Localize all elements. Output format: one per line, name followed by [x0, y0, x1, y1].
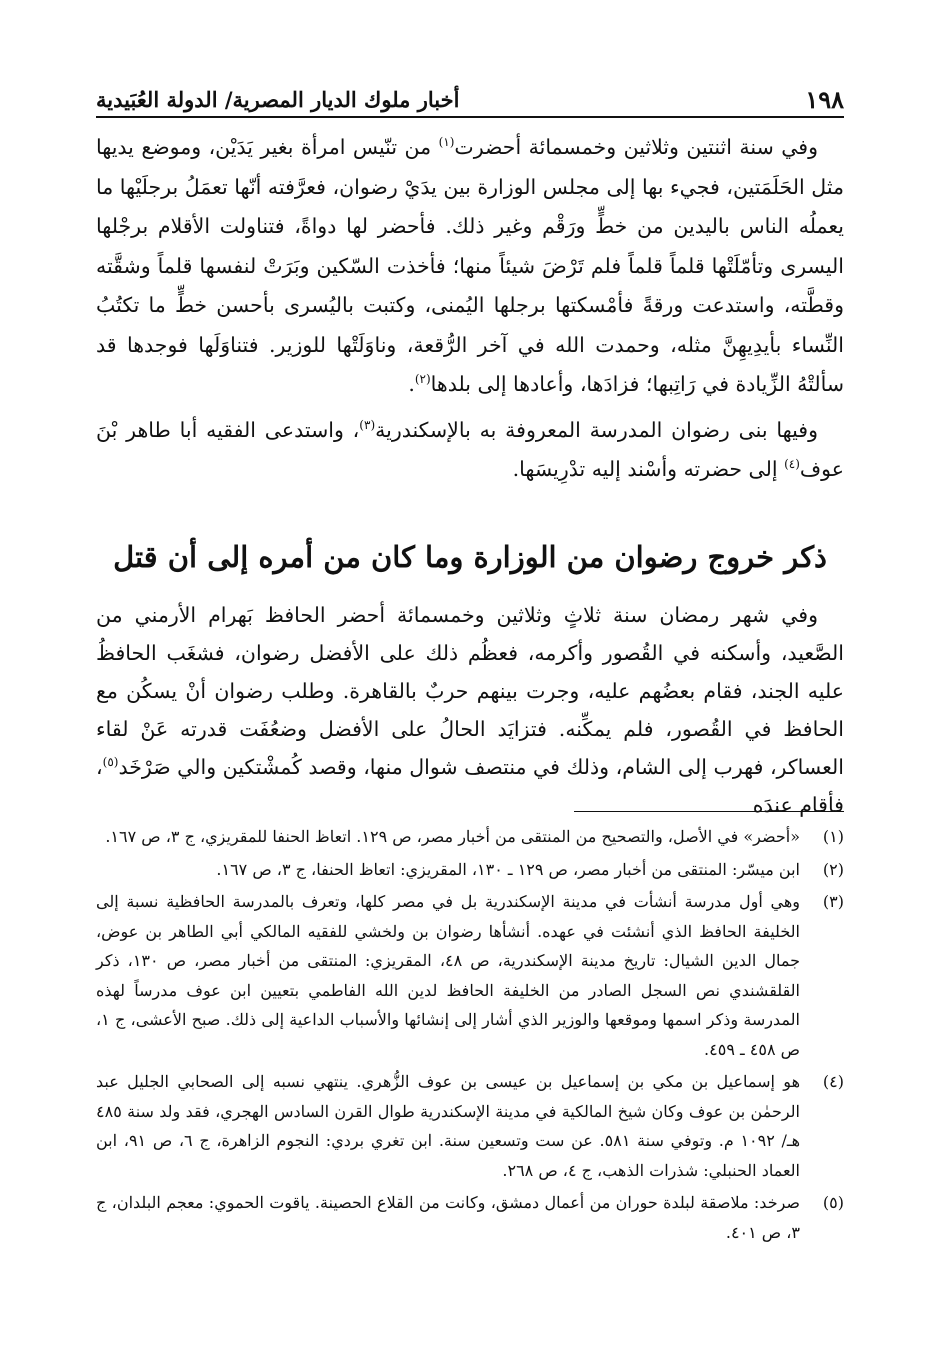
paragraph-text: وفيها بنى رضوان المدرسة المعروفة به بالإسكندرية	[375, 417, 818, 442]
footnote-ref-1: (١)	[438, 135, 455, 150]
footnote-item	[96, 822, 844, 852]
footnote-text: صرخد: ملاصقة لبلدة حوران من أعمال دمشق، وكانت من القلاع الحصينة. ياقوت الحموي: معجم البلدان، ج ٣، ص ٤٠١.	[96, 1193, 800, 1242]
footnote-text: هو إسماعيل بن مكي بن إسماعيل بن عيسى بن عوف الزُّهري. ينتهي نسبه إلى الصحابي الجليل عبد الرحمٰن بن عوف وكان شيخ المالكية في مدينة الإسكندرية طوال القرن السادس الهجري، فقد ولد سنة ٤٨٥ هـ/ ١٠٩٢ م. وتوفي سنة ٥٨١. عن ست وتسعين سنة. ابن تغري بردي: النجوم الزاهرة، ج ٦، ص ٩١، ابن العماد الحنبلي: شذرات الذهب، ج ٤، ص ٢٦٨.	[96, 1072, 801, 1180]
footnote-ref-5: (٥)	[102, 755, 119, 770]
paragraph-text: وفي سنة اثنتين وثلاثين وخمسمائة أحضرت	[454, 135, 818, 159]
paragraph-text: إلى حضرته وأسْند إليه تدْرِيسَها.	[512, 457, 785, 481]
footnote-number: (١)	[822, 827, 844, 846]
section-text	[96, 596, 844, 824]
paragraph-text: من تنّيس امرأة بغير يَدَيْن، وموضع يديها مثل الحَلَمَتين، فجيء بها إلى مجلس الوزارة بين يدَيْ رضوان، فعرَّفته أنّها تعمَلُ برجلَيْها ما يعملُه الناس باليدين من خطٍّ ورَقْم وغير ذلك. فأحضر لها دواةً، فتناولت الأقلام برجْلها اليسرى وتأمّلَتْها قلماً قلماً فلم تَرْضَ شيئاً منها؛ فأخذت السّكين وبَرَتْ لنفسها قلماً وشقَّته وقطَّته، واستدعت ورقةً فأمْسكتها برجلها اليُمنى، وكتبت باليُسرى بأحسن خطٍّ ما تكتُبُ النِّساء بأيدِيهِنَّ مثله، وحمدت الله في آخر الرُّقعة، وناوَلَتْها للوزير. فتناوَلَها فوجدها قد سألتْهُ الزِّيادة في رَاتِبها؛ فزادَها، وأعادها إلى بلدها	[96, 135, 844, 396]
section-heading: ذكر خروج رضوان من الوزارة وما كان من أمره إلى أن قتل	[113, 540, 827, 574]
paragraph-text: .	[408, 372, 415, 396]
footnote-number: (٤)	[822, 1072, 844, 1091]
footnote-item	[96, 887, 844, 1064]
footnote-item	[96, 855, 844, 885]
body-text	[96, 128, 844, 490]
page-header	[96, 82, 844, 118]
footnote-text: «أحضر» في الأصل، والتصحيح من المنتقى من أخبار مصر، ص ١٢٩. اتعاظ الحنفا للمقريزي، ج ٣، ص ١٦٧.	[105, 827, 800, 846]
running-title: أخبار ملوك الديار المصرية/ الدولة العُبَيدية	[96, 86, 460, 112]
footnote-item	[96, 1067, 844, 1185]
footnotes	[96, 822, 844, 1250]
footnote-divider	[574, 811, 844, 812]
paragraph-text: وفي شهر رمضان سنة ثلاثٍ وثلاثين وخمسمائة أحضر الحافظ بَهرام الأرمني من الصَّعيد، وأسكنه في القُصور وأكرمه، فعظُم ذلك على الأفضل رضوان، فشغَب الحافظُ عليه الجند، فقام بعضُهم عليه، وجرت بينهم حربٌ بالقاهرة. وطلب رضوان أنْ يسكُن مع الحافظ في القُصور، فلم يمكِّنه. فتزايَد الحالُ على الأفضل وضعُفَت قدرته عَنْ لقاء العساكر، فهرب إلى الشام، وذلك في منتصف شوال منها، وقصد كُمشْتكين والي صَرْخَد	[96, 603, 844, 779]
footnote-ref-3: (٣)	[359, 417, 376, 432]
footnote-number: (٥)	[822, 1193, 844, 1212]
page-number: ١٩٨	[805, 84, 844, 114]
footnote-text: وهي أول مدرسة أنشأت في مدينة الإسكندرية بل في مصر كلها، وتعرف بالمدرسة الحافظية نسبة إلى الخليفة الحافظ الذي أنشئت في عهده. أنشأها رضوان بن ولخشي للفقيه المالكي أبي الطاهر بن عوض، جمال الدين الشيال: تاريخ مدينة الإسكندرية، ص ٤٨، المقريزي: المنتقى من أخبار مصر، ص ١٣٠، ذكر القلقشندي نص السجل الصادر من الخليفة الحافظ لدين الله الفاطمي بتعيين ابن عوف مدرساً لهذه المدرسة وذكر اسمها وموقعها والوزير الذي أشار إلى إنشائها والأسباب الداعية إلى ذلك. صبح الأعشى، ج ١، ص ٤٥٨ ـ ٤٥٩.	[96, 892, 801, 1059]
footnote-number: (٢)	[822, 859, 844, 879]
paragraph-text: ، واستدعى الفقيه أبا طاهر بْنَ عوف	[96, 417, 844, 481]
paragraph-ridwan-exit	[96, 596, 844, 824]
footnote-item	[96, 1188, 844, 1247]
footnote-number: (٣)	[822, 892, 844, 911]
footnote-ref-4: (٤)	[784, 457, 800, 472]
paragraph-text: ، فأقام عندَه	[96, 755, 844, 817]
paragraph-woman-without-hands	[96, 128, 844, 405]
footnote-ref-2: (٢)	[414, 372, 431, 387]
paragraph-madrasa	[96, 411, 844, 490]
footnote-text: ابن ميسّر: المنتقى من أخبار مصر، ص ١٢٩ ـ ١٣٠، المقريزي: اتعاظ الحنفا، ج ٣، ص ١٦٧.	[216, 859, 800, 879]
